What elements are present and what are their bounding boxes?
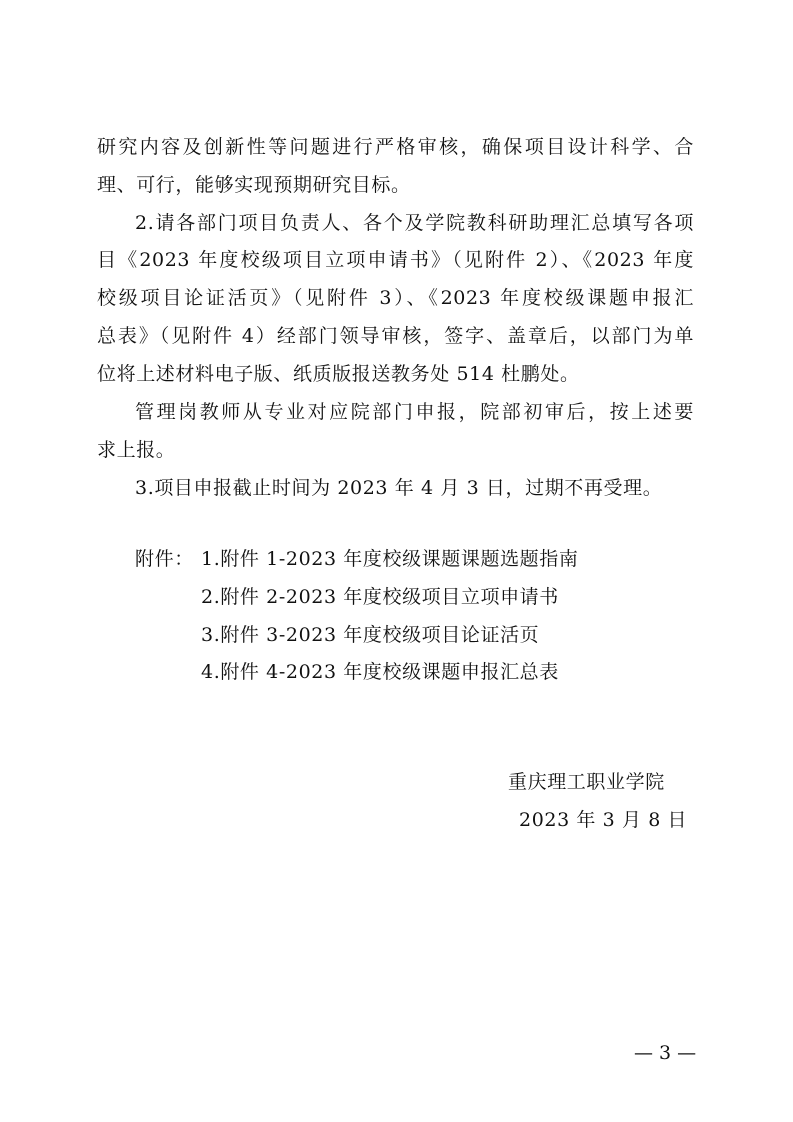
page-number: — 3 — — [634, 1042, 697, 1064]
attachment-item: 1.附件 1-2023 年度校级课题课题选题指南 — [201, 548, 579, 570]
body-text-line: 2.请各部门项目负责人、各个及学院教科研助理汇总填写各项 — [135, 212, 694, 234]
attachment-item: 2.附件 2-2023 年度校级项目立项申请书 — [201, 586, 559, 608]
signature-organization: 重庆理工职业学院 — [508, 771, 665, 793]
signature-date: 2023 年 3 月 8 日 — [519, 809, 688, 831]
body-text-line: 理、可行，能够实现预期研究目标。 — [97, 174, 411, 196]
body-text-line: 目《2023 年度校级项目立项申请书》（见附件 2）、《2023 年度 — [97, 249, 694, 271]
body-text-line: 总表》（见附件 4）经部门领导审核，签字、盖章后，以部门为单 — [97, 325, 694, 347]
body-text-line: 管理岗教师从专业对应院部门申报，院部初审后，按上述要 — [135, 401, 694, 423]
body-text-line: 求上报。 — [97, 439, 176, 461]
body-text-line: 位将上述材料电子版、纸质版报送教务处 514 杜鹏处。 — [97, 363, 580, 385]
body-text-line: 3.项目申报截止时间为 2023 年 4 月 3 日，过期不再受理。 — [135, 477, 663, 499]
attachment-item: 4.附件 4-2023 年度校级课题申报汇总表 — [201, 661, 559, 683]
attachments-label: 附件： — [135, 548, 194, 570]
body-text-line: 研究内容及创新性等问题进行严格审核，确保项目设计科学、合 — [97, 136, 694, 158]
body-text-line: 校级项目论证活页》（见附件 3）、《2023 年度校级课题申报汇 — [97, 287, 694, 309]
attachment-item: 3.附件 3-2023 年度校级项目论证活页 — [201, 624, 540, 646]
